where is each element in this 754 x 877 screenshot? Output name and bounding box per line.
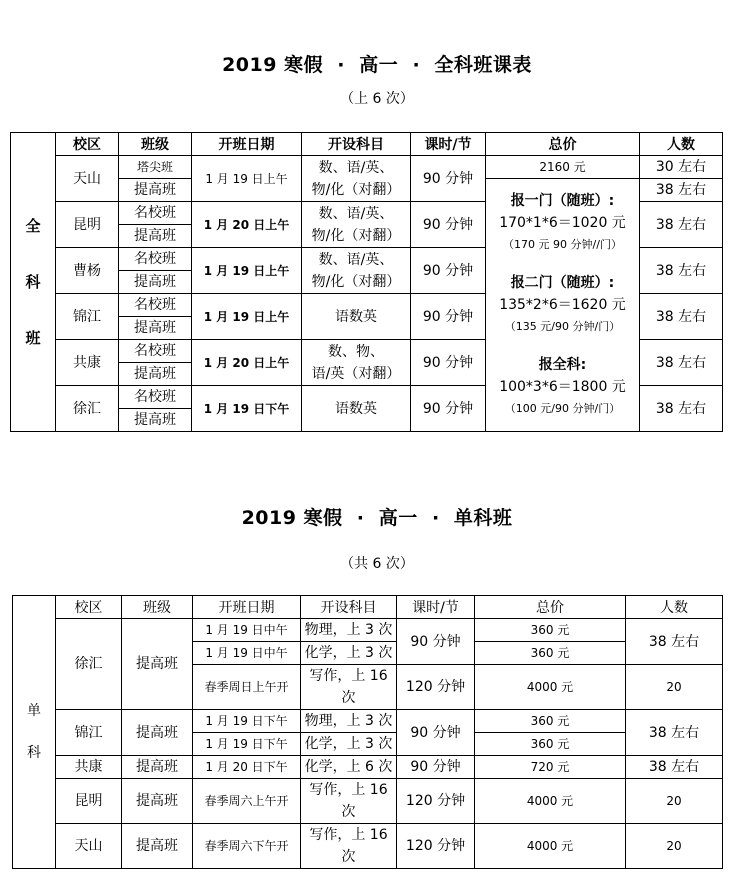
hours-cell: 90 分钟 <box>397 619 475 665</box>
table-row <box>13 756 723 779</box>
class-cell: 提高班 <box>119 363 192 386</box>
price-all-formula: 100*3*6＝1800 元 <box>499 379 626 395</box>
count-cell: 38 左右 <box>640 248 723 294</box>
class-cell: 提高班 <box>122 756 193 779</box>
price-one-note: （170 元 90 分钟//门） <box>503 238 622 251</box>
date-cell: 1 月 19 日上午 <box>192 248 302 294</box>
class-cell: 名校班 <box>119 294 192 317</box>
price-all-heading: 报全科: <box>538 357 587 373</box>
count-cell: 20 <box>626 779 723 824</box>
hours-cell: 90 分钟 <box>397 756 475 779</box>
header-class: 班级 <box>122 596 193 619</box>
date-cell: 春季周六下午开 <box>193 824 301 869</box>
header-hours: 课时/节 <box>397 596 475 619</box>
subject-cell: 写作，上 16 次 <box>301 824 397 869</box>
date-cell: 1 月 20 日下午 <box>193 756 301 779</box>
campus-cell: 昆明 <box>56 779 122 824</box>
count-cell: 38 左右 <box>626 756 723 779</box>
subject-cell: 语数英 <box>302 294 411 340</box>
date-cell: 1 月 19 日上午 <box>192 156 302 202</box>
class-cell: 提高班 <box>119 179 192 202</box>
campus-cell: 天山 <box>56 824 122 869</box>
single-course-table <box>12 595 723 869</box>
class-cell: 提高班 <box>119 225 192 248</box>
hours-cell: 90 分钟 <box>411 202 486 248</box>
subject-cell: 数、物、 语/英（对翻） <box>302 340 411 386</box>
header-campus: 校区 <box>56 133 119 156</box>
hours-cell: 120 分钟 <box>397 779 475 824</box>
class-cell: 名校班 <box>119 248 192 271</box>
count-cell: 38 左右 <box>640 202 723 248</box>
class-cell: 提高班 <box>122 710 193 756</box>
hours-cell: 90 分钟 <box>411 340 486 386</box>
header-count: 人数 <box>626 596 723 619</box>
date-cell: 春季周日上午开 <box>193 665 301 710</box>
side-label-full: 全 科 班 <box>11 133 56 432</box>
section1-title: 2019 寒假 · 高一 · 全科班课表 <box>222 54 532 76</box>
price-all-note: （100 元/90 分钟/门） <box>504 402 621 415</box>
class-cell: 提高班 <box>119 409 192 432</box>
price-cell: 4000 元 <box>475 779 626 824</box>
date-cell: 1 月 19 日下午 <box>192 386 302 432</box>
side-label-single: 单 科 <box>13 596 56 869</box>
date-cell: 春季周六上午开 <box>193 779 301 824</box>
subject-cell: 化学，上 3 次 <box>301 642 397 665</box>
date-cell: 1 月 19 日中午 <box>193 642 301 665</box>
date-cell: 1 月 19 日下午 <box>193 710 301 733</box>
price-block-cell <box>486 179 640 432</box>
table-header-row <box>13 596 723 619</box>
class-cell: 提高班 <box>122 619 193 710</box>
price-one-heading: 报一门（随班）: <box>510 193 615 209</box>
campus-cell: 昆明 <box>56 202 119 248</box>
hours-cell: 120 分钟 <box>397 665 475 710</box>
subject-cell: 数、语/英、 物/化（对翻） <box>302 248 411 294</box>
subject-cell: 化学，上 6 次 <box>301 756 397 779</box>
date-cell: 1 月 19 日中午 <box>193 619 301 642</box>
header-date: 开班日期 <box>193 596 301 619</box>
campus-cell: 锦江 <box>56 710 122 756</box>
count-cell: 38 左右 <box>640 340 723 386</box>
section2-title: 2019 寒假 · 高一 · 单科班 <box>241 507 513 529</box>
campus-cell: 天山 <box>56 156 119 202</box>
count-cell: 30 左右 <box>640 156 723 179</box>
header-subject: 开设科目 <box>301 596 397 619</box>
class-cell: 提高班 <box>122 824 193 869</box>
campus-cell: 曹杨 <box>56 248 119 294</box>
section1-subtitle: （上 6 次） <box>340 91 414 107</box>
campus-cell: 徐汇 <box>56 619 122 710</box>
hours-cell: 90 分钟 <box>397 710 475 756</box>
section2-subtitle: （共 6 次） <box>340 556 414 572</box>
table-header-row <box>11 133 723 156</box>
price-top-cell: 2160 元 <box>486 156 640 179</box>
campus-cell: 共康 <box>56 340 119 386</box>
count-cell: 20 <box>626 824 723 869</box>
class-cell: 名校班 <box>119 340 192 363</box>
date-cell: 1 月 20 日上午 <box>192 340 302 386</box>
subject-cell: 数、语/英、 物/化（对翻） <box>302 156 411 202</box>
price-two-formula: 135*2*6＝1620 元 <box>499 297 626 313</box>
price-cell: 360 元 <box>475 710 626 733</box>
hours-cell: 120 分钟 <box>397 824 475 869</box>
price-one-formula: 170*1*6＝1020 元 <box>499 215 626 231</box>
price-cell: 360 元 <box>475 642 626 665</box>
header-price: 总价 <box>475 596 626 619</box>
header-price: 总价 <box>486 133 640 156</box>
hours-cell: 90 分钟 <box>411 294 486 340</box>
class-cell: 提高班 <box>119 271 192 294</box>
header-hours: 课时/节 <box>411 133 486 156</box>
date-cell: 1 月 19 日上午 <box>192 294 302 340</box>
date-cell: 1 月 20 日上午 <box>192 202 302 248</box>
full-course-table <box>10 132 723 432</box>
class-cell: 塔尖班 <box>119 156 192 179</box>
price-cell: 360 元 <box>475 733 626 756</box>
subject-cell: 化学，上 3 次 <box>301 733 397 756</box>
hours-cell: 90 分钟 <box>411 386 486 432</box>
subject-cell: 数、语/英、 物/化（对翻） <box>302 202 411 248</box>
subject-cell: 物理，上 3 次 <box>301 710 397 733</box>
class-cell: 名校班 <box>119 386 192 409</box>
header-campus: 校区 <box>56 596 122 619</box>
class-cell: 名校班 <box>119 202 192 225</box>
price-cell: 4000 元 <box>475 824 626 869</box>
campus-cell: 锦江 <box>56 294 119 340</box>
count-cell: 20 <box>626 665 723 710</box>
class-cell: 提高班 <box>122 779 193 824</box>
price-two-heading: 报二门（随班）: <box>510 275 615 291</box>
price-cell: 360 元 <box>475 619 626 642</box>
hours-cell: 90 分钟 <box>411 156 486 202</box>
table-row <box>11 156 723 179</box>
count-cell: 38 左右 <box>626 619 723 665</box>
class-cell: 提高班 <box>119 317 192 340</box>
campus-cell: 共康 <box>56 756 122 779</box>
count-cell: 38 左右 <box>640 179 723 202</box>
campus-cell: 徐汇 <box>56 386 119 432</box>
table-row <box>13 619 723 642</box>
subject-cell: 物理，上 3 次 <box>301 619 397 642</box>
count-cell: 38 左右 <box>640 386 723 432</box>
header-class: 班级 <box>119 133 192 156</box>
header-date: 开班日期 <box>192 133 302 156</box>
count-cell: 38 左右 <box>626 710 723 756</box>
date-cell: 1 月 19 日下午 <box>193 733 301 756</box>
price-cell: 720 元 <box>475 756 626 779</box>
price-cell: 4000 元 <box>475 665 626 710</box>
table-row <box>13 710 723 733</box>
hours-cell: 90 分钟 <box>411 248 486 294</box>
subject-cell: 写作，上 16 次 <box>301 665 397 710</box>
table-row <box>13 824 723 869</box>
header-count: 人数 <box>640 133 723 156</box>
table-row <box>13 779 723 824</box>
subject-cell: 语数英 <box>302 386 411 432</box>
count-cell: 38 左右 <box>640 294 723 340</box>
price-two-note: （135 元/90 分钟/门） <box>504 320 621 333</box>
subject-cell: 写作，上 16 次 <box>301 779 397 824</box>
header-subject: 开设科目 <box>302 133 411 156</box>
